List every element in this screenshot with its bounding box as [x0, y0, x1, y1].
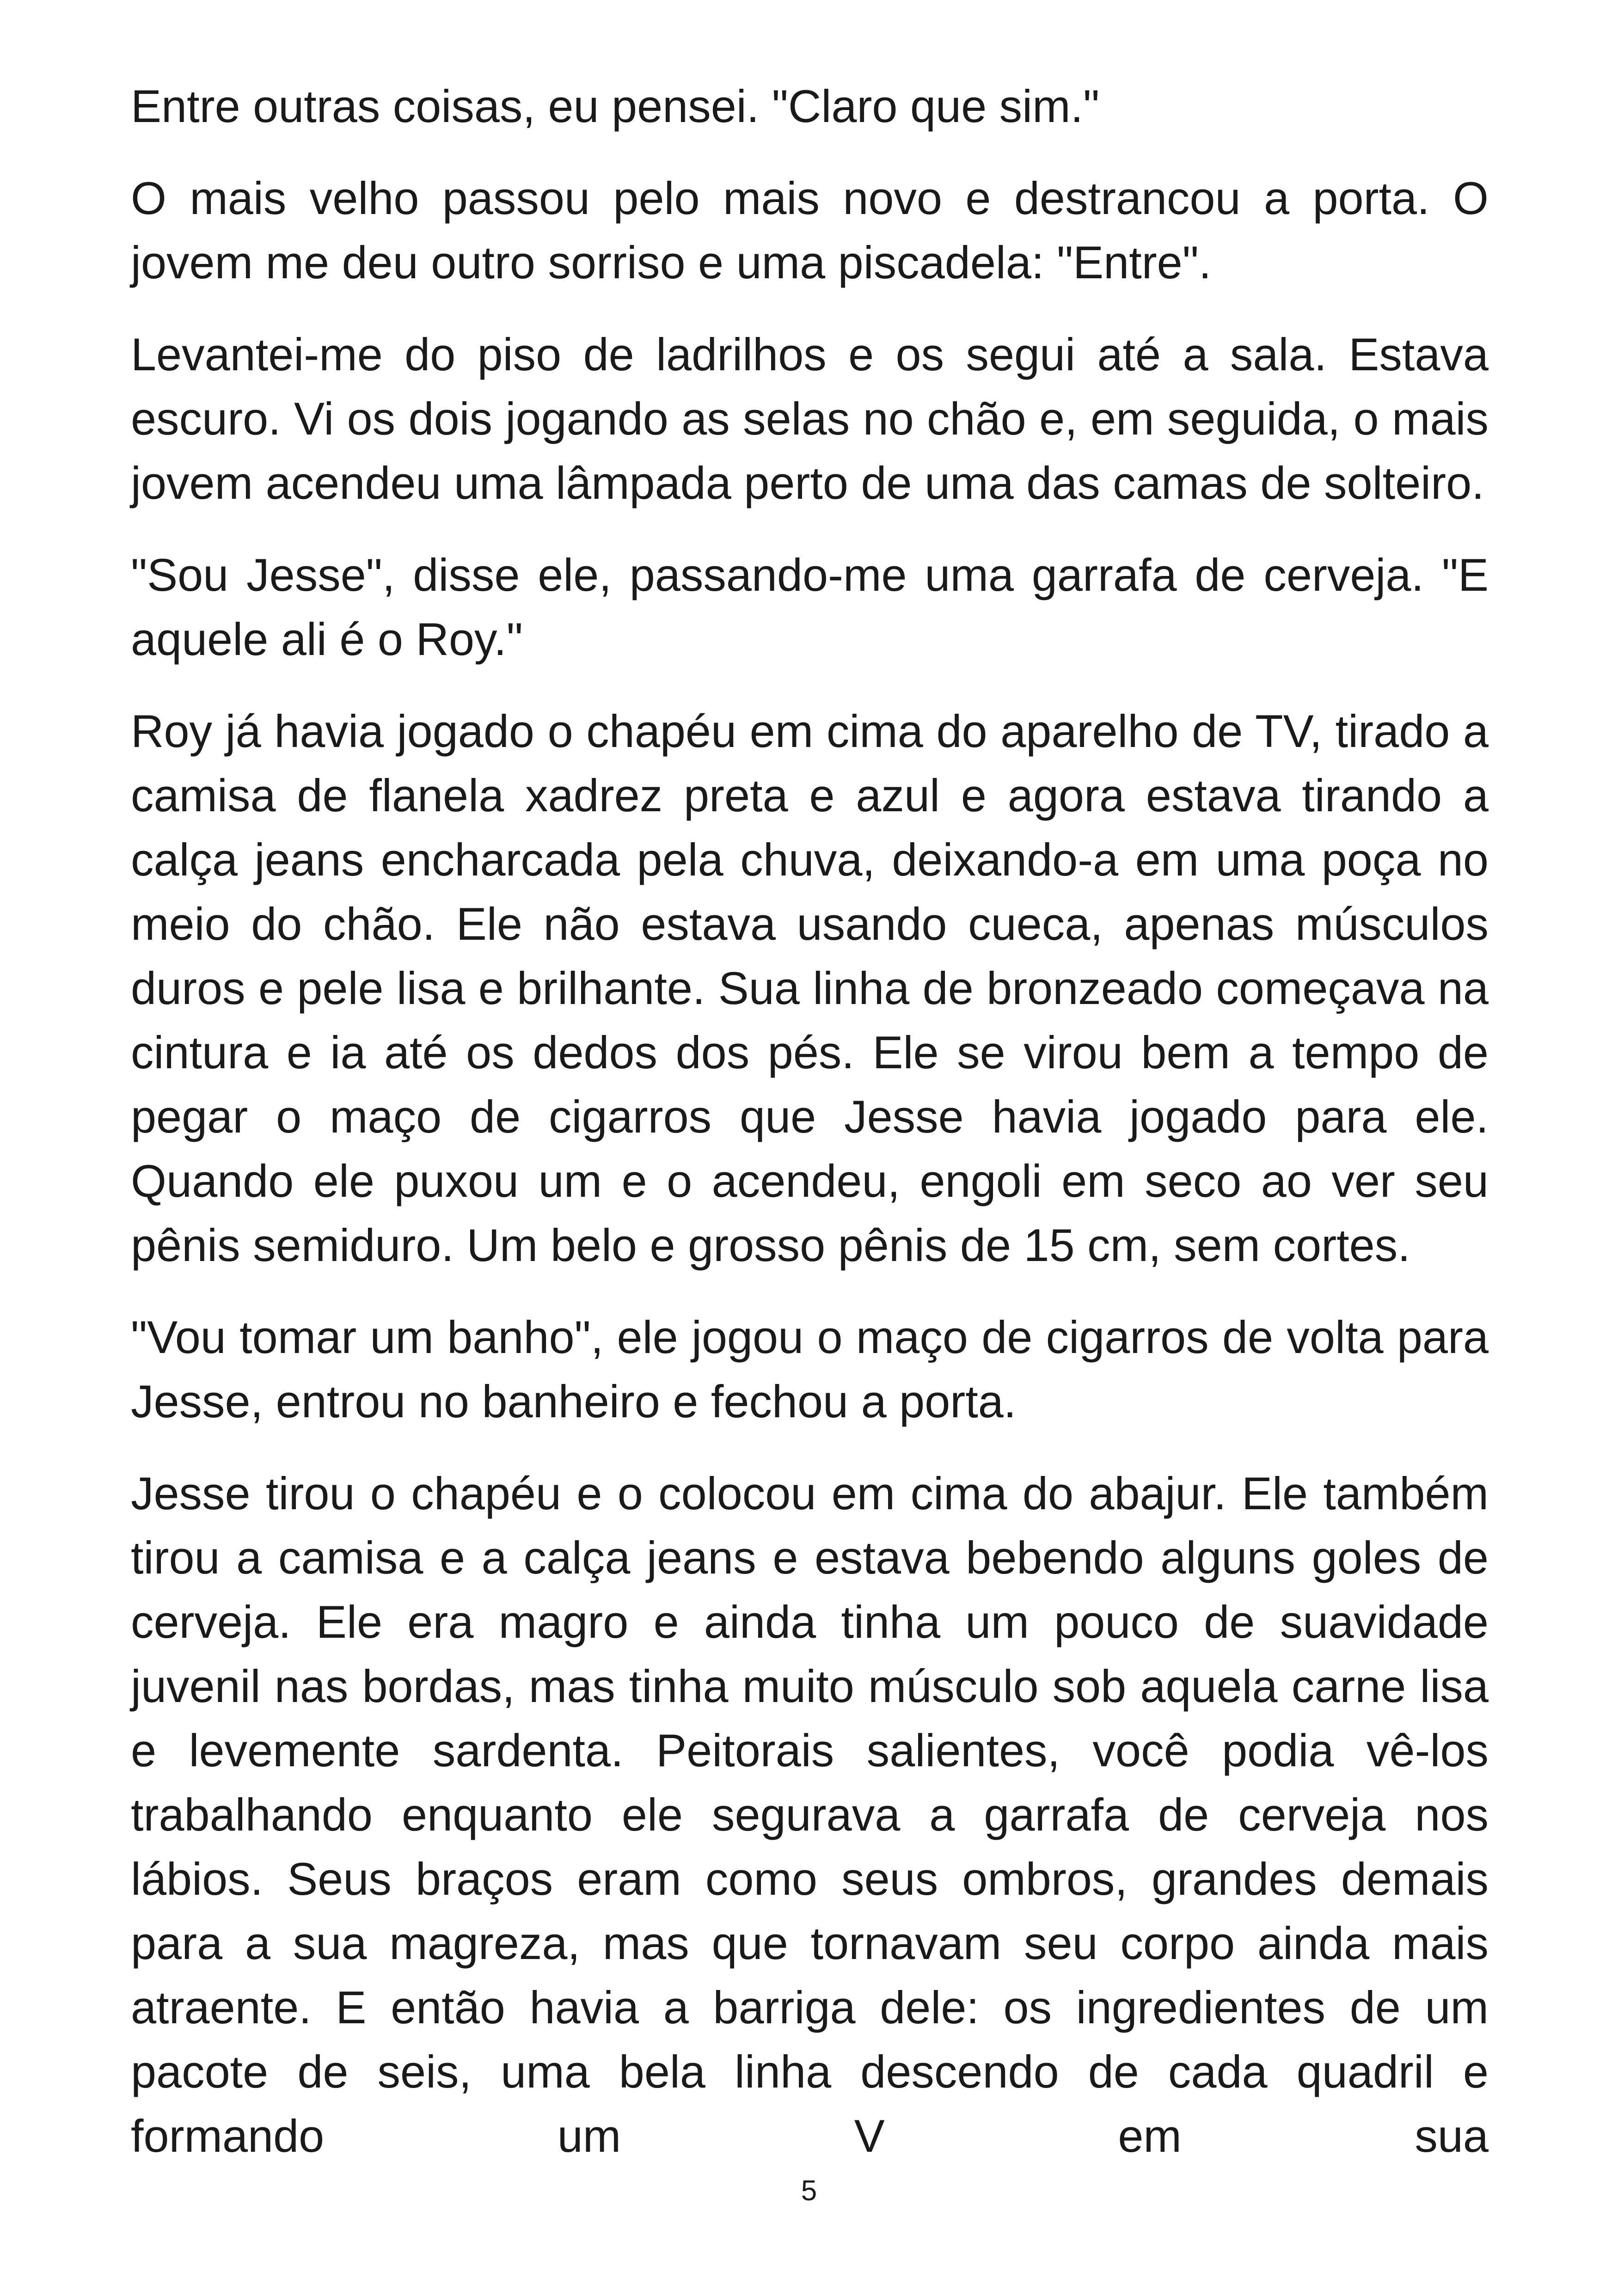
paragraph-5: Roy já havia jogado o chapéu em cima do aparelho de TV, tirado a camisa de flanela xadrez preta e azul e agora estava tirando a calça jeans encharcada pela chuva, deixando-a em uma poça no meio do chão. Ele não estava usando cueca, apenas músculos duros e pele lisa e brilhante. Sua linha de bronzeado começava na cintura e ia até os dedos dos pés. Ele se virou bem a tempo de pegar o maço de cigarros que Jesse havia jogado para ele. Quando ele puxou um e o acendeu, engoli em seco ao ver seu pênis semiduro. Um belo e grosso pênis de 15 cm, sem cortes. [131, 705, 1489, 1271]
page-number: 5 [801, 2175, 817, 2207]
paragraph-6: "Vou tomar um banho", ele jogou o maço de cigarros de volta para Jesse, entrou no banheiro e fechou a porta. [131, 1311, 1489, 1427]
paragraph-2: O mais velho passou pelo mais novo e destrancou a porta. O jovem me deu outro sorriso e uma piscadela: "Entre". [131, 172, 1489, 288]
paragraph-3: Levantei-me do piso de ladrilhos e os segui até a sala. Estava escuro. Vi os dois jogando as selas no chão e, em seguida, o mais jovem acendeu uma lâmpada perto de uma das camas de solteiro. [131, 329, 1489, 508]
paragraph-1: Entre outras coisas, eu pensei. "Claro que sim." [131, 80, 1100, 132]
paragraph-4: "Sou Jesse", disse ele, passando-me uma garrafa de cerveja. "E aquele ali é o Roy." [131, 549, 1489, 665]
body-text [131, 74, 1489, 2168]
paragraph-7: Jesse tirou o chapéu e o colocou em cima do abajur. Ele também tirou a camisa e a calça jeans e estava bebendo alguns goles de cerveja. Ele era magro e ainda tinha um pouco de suavidade juvenil nas bordas, mas tinha muito músculo sob aquela carne lisa e levemente sardenta. Peitorais salientes, você podia vê-los trabalhando enquanto ele segurava a garrafa de cerveja nos lábios. Seus braços eram como seus ombros, grandes demais para a sua magreza, mas que tornavam seu corpo ainda mais atraente. E então havia a barriga dele: os ingredientes de um pacote de seis, uma bela linha descendo de cada quadril e formando um V em sua [131, 1468, 1489, 2161]
